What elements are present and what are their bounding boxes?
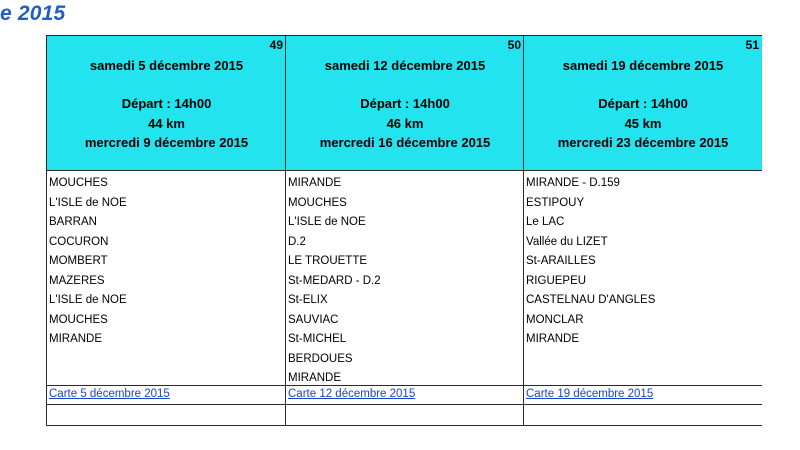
route-stop: SAUVIAC	[288, 313, 339, 326]
route-stop: St-MEDARD - D.2	[288, 274, 381, 287]
map-link[interactable]: Carte 19 décembre 2015	[526, 388, 654, 400]
route-stop: MIRANDE	[288, 177, 342, 189]
route-stop: St-ELIX	[288, 294, 328, 306]
page-title: e 2015	[0, 2, 66, 25]
distance: 45 km	[624, 116, 662, 131]
map-link-cell	[46, 386, 286, 405]
empty-cell	[523, 405, 762, 426]
wednesday-date: mercredi 23 décembre 2015	[557, 135, 729, 150]
route-stop: St-ARAILLES	[526, 255, 596, 267]
distance: 44 km	[148, 116, 185, 131]
map-link-cell	[523, 386, 762, 405]
route-list	[47, 171, 286, 350]
route-stop: MIRANDE - D.159	[526, 177, 620, 189]
route-stop: BARRAN	[49, 216, 97, 228]
map-link-cell	[285, 386, 524, 405]
departure-time: Départ : 14h00	[360, 96, 450, 111]
week-number: 51	[745, 38, 759, 52]
saturday-date: samedi 19 décembre 2015	[562, 58, 724, 73]
saturday-date: samedi 5 décembre 2015	[89, 58, 244, 73]
column-header	[285, 35, 524, 171]
route-stop: MIRANDE	[49, 333, 103, 345]
departure-time: Départ : 14h00	[598, 96, 688, 111]
route-stop: BERDOUES	[288, 352, 353, 365]
map-link[interactable]: Carte 5 décembre 2015	[49, 388, 170, 400]
week-number: 50	[507, 38, 521, 52]
route-stop: L'ISLE de NOE	[49, 294, 127, 306]
route-stop: COCURON	[49, 235, 109, 248]
route-stop: MOUCHES	[49, 313, 108, 326]
empty-cell	[46, 405, 286, 426]
saturday-date: samedi 12 décembre 2015	[324, 58, 486, 73]
route-stop: MOUCHES	[49, 177, 108, 189]
column-header	[46, 35, 286, 171]
route-stop: L'ISLE de NOE	[288, 216, 366, 228]
empty-cell	[285, 405, 524, 426]
route-stop: St-MICHEL	[288, 333, 347, 345]
route-stop: MOMBERT	[49, 255, 108, 267]
route-stop: D.2	[288, 235, 306, 248]
route-stop: MAZERES	[49, 274, 105, 287]
route-stop: MOUCHES	[288, 196, 347, 209]
route-stop: MONCLAR	[526, 313, 584, 326]
week-number: 49	[269, 38, 283, 52]
route-stop: CASTELNAU D'ANGLES	[526, 294, 656, 306]
route-stop: MIRANDE	[526, 333, 580, 345]
route-stop: LE TROUETTE	[288, 255, 368, 267]
route-stop: RIGUEPEU	[526, 274, 587, 287]
route-stop: Vallée du LIZET	[526, 235, 608, 248]
route-list	[286, 171, 524, 389]
places-cell	[46, 171, 286, 386]
route-stop: MIRANDE	[288, 372, 342, 384]
route-stop: ESTIPOUY	[526, 196, 585, 209]
wednesday-date: mercredi 9 décembre 2015	[84, 135, 249, 150]
map-link[interactable]: Carte 12 décembre 2015	[288, 388, 416, 400]
departure-time: Départ : 14h00	[121, 96, 212, 111]
places-cell	[523, 171, 762, 386]
route-stop: L'ISLE de NOE	[49, 196, 127, 209]
distance: 46 km	[386, 116, 424, 131]
places-cell	[285, 171, 524, 386]
route-list	[524, 171, 762, 350]
wednesday-date: mercredi 16 décembre 2015	[319, 135, 491, 150]
route-stop: Le LAC	[526, 216, 565, 228]
column-header	[523, 35, 762, 171]
